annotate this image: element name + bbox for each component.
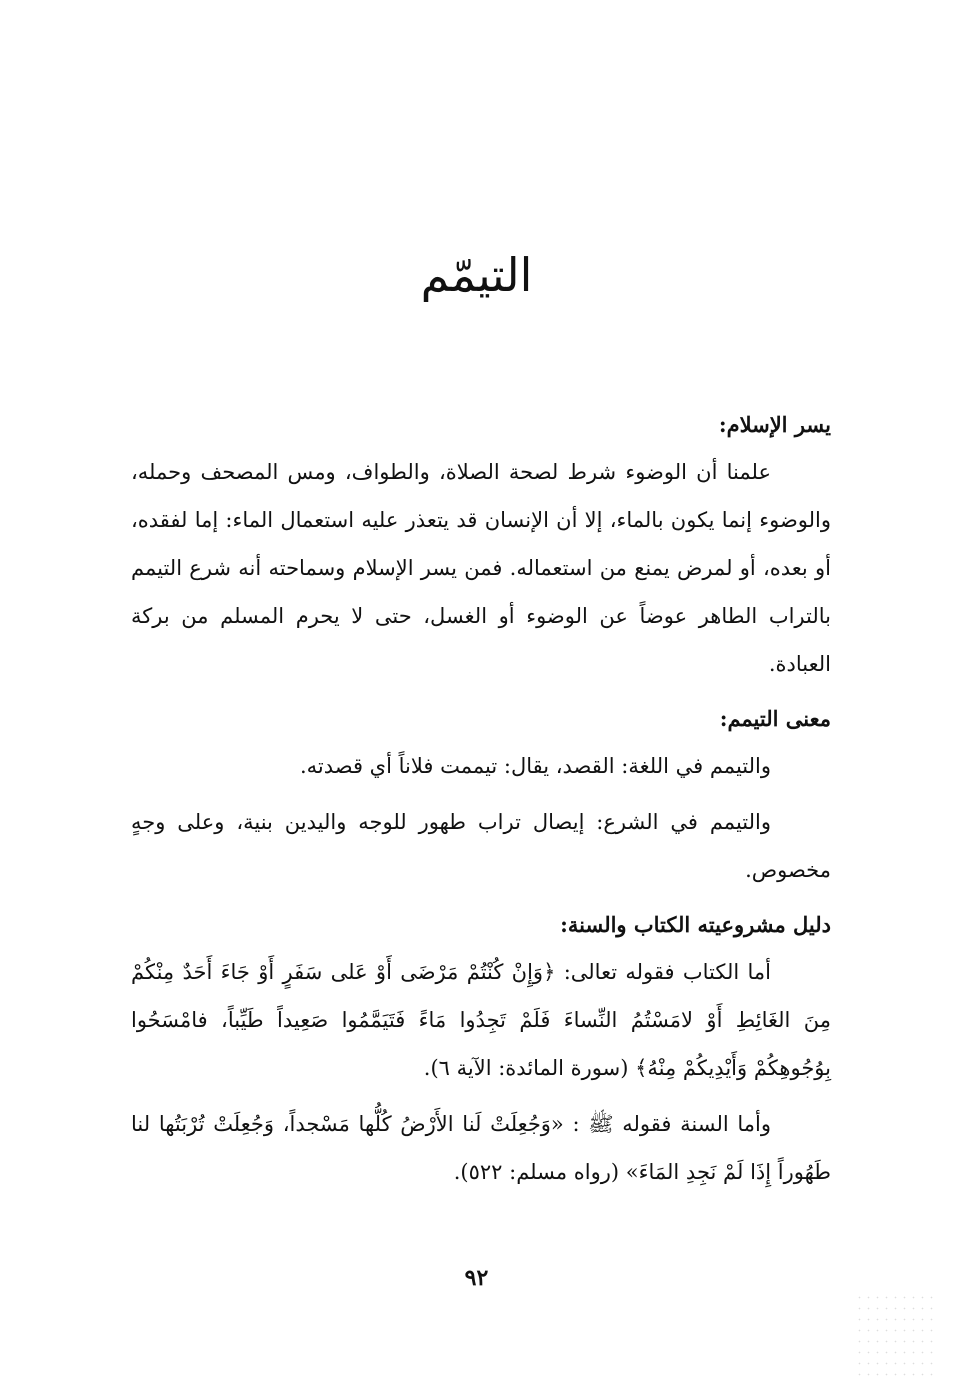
- section-heading-evidence: دليل مشروعيته الكتاب والسنة:: [560, 912, 831, 937]
- scan-speckle-decoration: [855, 1292, 935, 1382]
- spacer: [131, 894, 831, 902]
- section-heading-meaning-of-tayammum: معنى التيمم:: [719, 706, 831, 731]
- page-number: ٩٢: [464, 1265, 489, 1291]
- paragraph-sunnah-evidence: وأما السنة فقوله ﷺ : «وَجُعِلَتْ لَنا الأَرْضُ كُلُّها مَسْجداً، وَجُعِلَتْ تُرْبَتُها لنا طَهُوراً إِذَا لَمْ نَجِدِ المَاءَ» (رواه مسلم: ٥٢٢).: [131, 1112, 831, 1184]
- paragraph-quran-evidence: أما الكتاب فقوله تعالى: ﴿وَإِنْ كُنْتُمْ مَرْضَى أَوْ عَلى سَفَرٍ أَوْ جَاءَ أَحَدٌ مِنْكُمْ مِنَ الغَائِطِ أَوْ لامَسْتُمُ النِّساءَ فَلَمْ تَجِدُوا مَاءً فَتَيَمَّمُوا صَعِيداً طَيِّباً، فامْسَحُوا بِوُجُوهِكُمْ وَأَيْدِيكُمْ مِنْهُ﴾ (سورة المائدة: الآية ٦).: [131, 960, 831, 1080]
- paragraph-linguistic-meaning: والتيمم في اللغة: القصد، يقال: تيممت فلاناً أي قصدته.: [299, 754, 771, 778]
- paragraph-legal-meaning: والتيمم في الشرع: إيصال تراب طهور للوجه واليدين بنية، وعلى وجهٍ مخصوص.: [131, 810, 831, 882]
- page-body: [131, 402, 831, 1196]
- spacer: [131, 790, 831, 798]
- chapter-title: التيمّم: [420, 248, 533, 302]
- section-heading-ease-of-islam: يسر الإسلام:: [718, 412, 831, 437]
- spacer: [131, 688, 831, 696]
- spacer: [131, 1092, 831, 1100]
- paragraph-ease-of-islam: علمنا أن الوضوء شرط لصحة الصلاة، والطواف، ومس المصحف وحمله، والوضوء إنما يكون بالماء، إلا أن الإنسان قد يتعذر عليه استعمال الماء: إما لفقده، أو بعده، أو لمرض يمنع من استعماله. فمن يسر الإسلام وسماحته أنه شرع التيمم بالتراب الطاهر عوضاً عن الوضوء أو الغسل، حتى لا يحرم المسلم من بركة العبادة.: [131, 460, 831, 676]
